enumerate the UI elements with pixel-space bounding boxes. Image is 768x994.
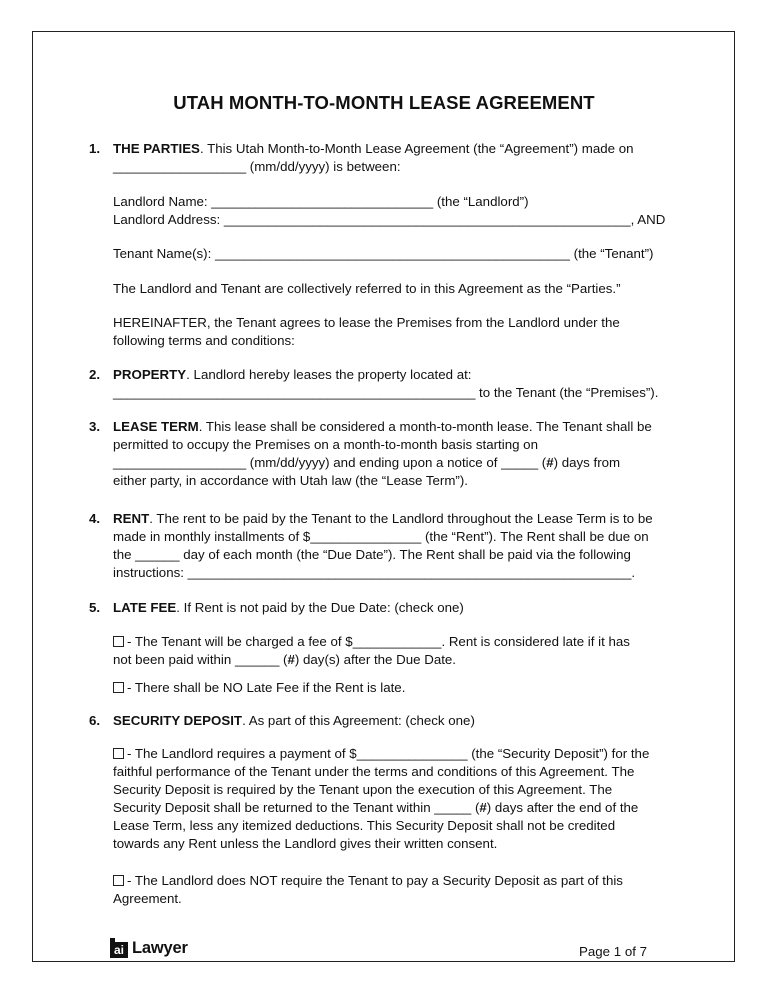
section-1-number: 1.: [89, 141, 101, 156]
section-2-text: . Landlord hereby leases the property located at:: [186, 367, 472, 382]
late-fee-days-text: not been paid within ______ (: [113, 652, 288, 667]
section-1-line-1: [113, 141, 634, 157]
hereinafter-line-2: following terms and conditions:: [113, 333, 295, 348]
tenant-names-field[interactable]: Tenant Name(s): ________________________________________________ (the “Tenant”): [113, 246, 654, 261]
deposit-option-2-line-2: Agreement.: [113, 891, 182, 906]
section-4-heading: RENT: [113, 511, 150, 526]
late-fee-checkbox-1[interactable]: [113, 636, 124, 647]
ailawyer-logo: [110, 937, 188, 959]
deposit-return-text: Security Deposit shall be returned to the Tenant within _____ (: [113, 800, 480, 815]
section-2-line-1: [113, 367, 471, 383]
landlord-address-field[interactable]: Landlord Address: _______________________________________________________, AND: [113, 212, 666, 227]
section-6-text: . As part of this Agreement: (check one): [242, 713, 475, 728]
hash-symbol: #: [479, 800, 487, 815]
late-fee-option-2-text: - There shall be NO Late Fee if the Rent is late.: [127, 680, 406, 695]
hash-symbol: #: [546, 455, 554, 470]
deposit-option-1: [113, 746, 649, 762]
section-4-number: 4.: [89, 511, 101, 526]
logo-mark-icon: [110, 938, 130, 958]
lease-start-tail: ) days from: [553, 455, 621, 470]
section-4-text: . The rent to be paid by the Tenant to the Landlord throughout the Lease Term is to be: [149, 511, 653, 526]
late-fee-checkbox-2[interactable]: [113, 682, 124, 693]
section-1-line-2: __________________ (mm/dd/yyyy) is between:: [113, 159, 401, 174]
deposit-option-1-line-3: Security Deposit is required by the Tenant upon the execution of this Agreement. The: [113, 782, 613, 797]
deposit-option-1-line-5: Lease Term, less any itemized deductions. This Security Deposit shall not be credited: [113, 818, 616, 833]
deposit-option-1-text: - The Landlord requires a payment of $_______________ (the “Security Deposit”) for the: [127, 746, 650, 761]
late-fee-option-1: [113, 634, 630, 650]
section-3-number: 3.: [89, 419, 101, 434]
rent-amount-field[interactable]: made in monthly installments of $_______________ (the “Rent”). The Rent shall be due on: [113, 529, 649, 544]
payment-instructions-field[interactable]: instructions: ____________________________________________________________.: [113, 565, 636, 580]
section-5-heading: LATE FEE: [113, 600, 177, 615]
late-fee-days-tail: ) day(s) after the Due Date.: [294, 652, 456, 667]
deposit-checkbox-2[interactable]: [113, 875, 124, 886]
deposit-option-1-line-4: [113, 800, 638, 816]
landlord-name-field[interactable]: Landlord Name: ______________________________ (the “Landlord”): [113, 194, 529, 209]
hereinafter-line-1: HEREINAFTER, the Tenant agrees to lease the Premises from the Landlord under the: [113, 315, 620, 330]
late-fee-option-1-line-2: [113, 652, 456, 668]
section-3-line-2: permitted to occupy the Premises on a month-to-month basis starting on: [113, 437, 538, 452]
hash-symbol: #: [287, 652, 295, 667]
section-5-line-1: [113, 600, 464, 616]
page-number: Page 1 of 7: [579, 944, 648, 959]
section-4-line-1: [113, 511, 653, 527]
section-5-text: . If Rent is not paid by the Due Date: (check one): [176, 600, 464, 615]
deposit-option-1-line-6: towards any Rent unless the Landlord gives their written consent.: [113, 836, 498, 851]
section-6-line-1: [113, 713, 475, 729]
logo-mark-text: ai: [110, 942, 128, 958]
deposit-option-2-text: - The Landlord does NOT require the Tenant to pay a Security Deposit as part of this: [127, 873, 623, 888]
section-6-heading: SECURITY DEPOSIT: [113, 713, 243, 728]
lease-start-field[interactable]: [113, 455, 620, 471]
section-5-number: 5.: [89, 600, 101, 615]
lease-start-text: __________________ (mm/dd/yyyy) and ending upon a notice of _____ (: [113, 455, 547, 470]
deposit-return-tail: ) days after the end of the: [486, 800, 639, 815]
section-3-line-4: either party, in accordance with Utah law (the “Lease Term”).: [113, 473, 468, 488]
due-day-field[interactable]: the ______ day of each month (the “Due Date”). The Rent shall be paid via the following: [113, 547, 631, 562]
late-fee-option-1-text: - The Tenant will be charged a fee of $____________. Rent is considered late if it has: [127, 634, 630, 649]
section-1-heading: THE PARTIES: [113, 141, 200, 156]
section-3-line-1: [113, 419, 652, 435]
deposit-checkbox-1[interactable]: [113, 748, 124, 759]
section-1-text: . This Utah Month-to-Month Lease Agreement (the “Agreement”) made on: [199, 141, 634, 156]
property-address-field[interactable]: _________________________________________________ to the Tenant (the “Premises”).: [113, 385, 659, 400]
document-title: UTAH MONTH-TO-MONTH LEASE AGREEMENT: [173, 92, 595, 113]
section-2-heading: PROPERTY: [113, 367, 187, 382]
deposit-option-2: [113, 873, 623, 889]
deposit-option-1-line-2: faithful performance of the Tenant under the terms and conditions of this Agreement. The: [113, 764, 635, 779]
parties-note: The Landlord and Tenant are collectively referred to in this Agreement as the “Parties.”: [113, 281, 621, 296]
section-2-number: 2.: [89, 367, 101, 382]
late-fee-option-2: [113, 680, 405, 696]
logo-text: Lawyer: [132, 938, 188, 957]
section-6-number: 6.: [89, 713, 101, 728]
section-3-text: . This lease shall be considered a month-to-month lease. The Tenant shall be: [198, 419, 652, 434]
section-3-heading: LEASE TERM: [113, 419, 199, 434]
